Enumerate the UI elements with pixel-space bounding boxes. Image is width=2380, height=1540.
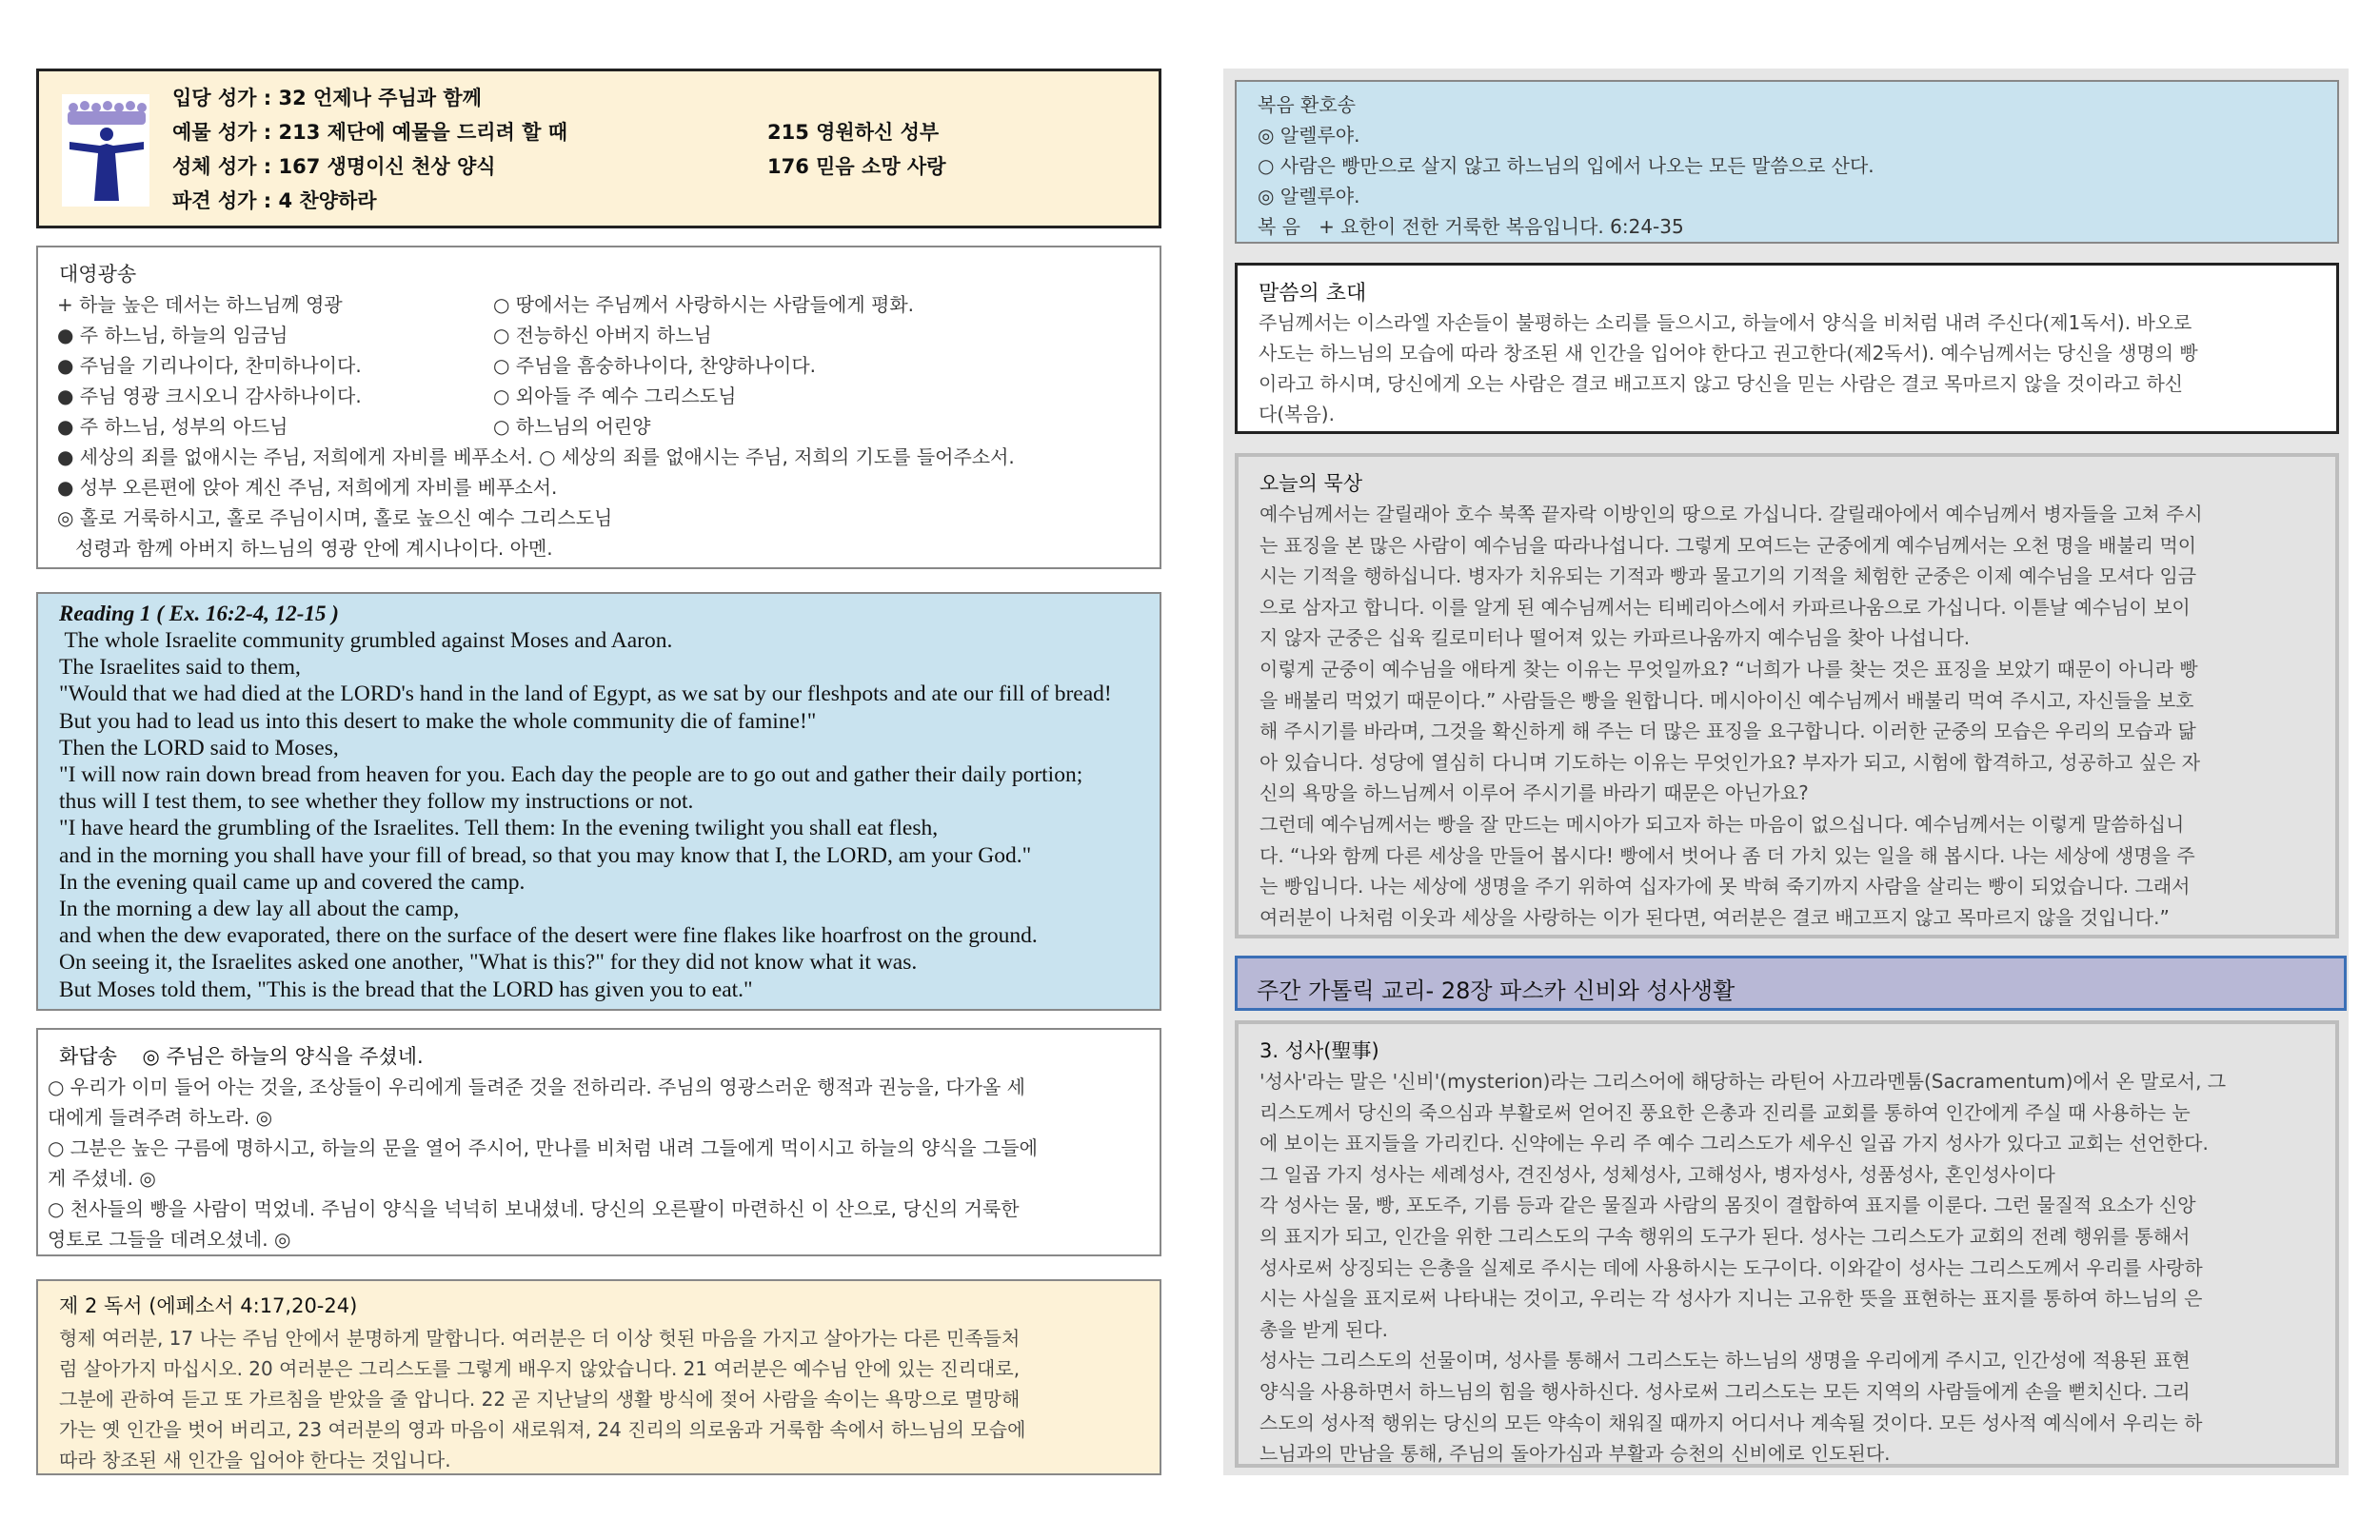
meditation-line: 이렇게 군중이 예수님을 애타게 찾는 이유는 무엇일까요? “너희가 나를 찾는 것은 표징을 보았기 때문이 아니라 빵 xyxy=(1259,658,2198,681)
meditation-line: 으로 삼자고 합니다. 이를 알게 된 예수님께서는 티베리아스에서 카파르나움으로 가십니다. 이튿날 예수님이 보이 xyxy=(1259,595,2191,619)
acclamation-line: ◎ 알렐루야. xyxy=(1258,185,1360,207)
gloria-line: ◎ 홀로 거룩하시고, 홀로 주님이시며, 홀로 높으신 예수 그리스도님 xyxy=(57,506,613,529)
reading-line: But you had to lead us into this desert to make the whole community die of famine!" xyxy=(59,708,817,734)
reading-line: The whole Israelite community grumbled against Moses and Aaron. xyxy=(59,628,673,653)
gloria-box xyxy=(36,246,1161,569)
gloria-line: ● 성부 오른편에 앉아 계신 주님, 저희에게 자비를 베푸소서. xyxy=(57,476,558,499)
entrance-hymn: 입당 성가 : 32 언제나 주님과 함께 xyxy=(172,87,482,109)
gloria-line: ● 주 하느님, 하늘의 임금님 xyxy=(57,324,288,346)
meditation-title: 오늘의 묵상 xyxy=(1259,472,1363,495)
sacrament-line: 총을 받게 된다. xyxy=(1259,1317,1388,1341)
choir-priest-icon xyxy=(62,94,149,207)
meditation-line: 여러분이 나처럼 이웃과 세상을 사랑하는 이가 된다면, 여러분은 결코 배고프지 않고 목마르지 않을 것입니다.” xyxy=(1259,905,2170,929)
psalm-line: ○ 우리가 이미 들어 아는 것을, 조상들이 우리에게 들려준 것을 전하리라. 주님의 영광스러운 행적과 권능을, 다가올 세 xyxy=(48,1076,1025,1098)
sacrament-line: 시는 사실을 표지로써 나타내는 것이고, 우리는 각 성사가 지니는 고유한 뜻을 표현하는 표지를 통하여 하느님의 은 xyxy=(1259,1287,2203,1311)
invitation-line: 다(복음). xyxy=(1259,403,1335,425)
gloria-line: + 하늘 높은 데서는 하느님께 영광 xyxy=(57,293,343,316)
reading-line: 럼 살아가지 마십시오. 20 여러분은 그리스도를 그렇게 배우지 않았습니다. 21 여러분은 예수님 안에 있는 진리대로, xyxy=(59,1357,1021,1380)
word-invitation-box xyxy=(1235,263,2339,434)
meditation-line: 아 있습니다. 성당에 열심히 다니며 기도하는 이유는 무엇인가요? 부자가 되고, 시험에 합격하고, 성공하고 싶은 자 xyxy=(1259,750,2201,774)
offertory-hymn-alt: 215 영원하신 성부 xyxy=(767,121,940,144)
gloria-line: ● 세상의 죄를 없애시는 주님, 저희에게 자비를 베푸소서. ○ 세상의 죄를 없애시는 주님, 저희의 기도를 들어주소서. xyxy=(57,445,1015,468)
reading-line: On seeing it, the Israelites asked one another, "What is this?" for they did not know what it was. xyxy=(59,950,918,976)
catechism-header xyxy=(1235,956,2347,1011)
meditation-line: 신의 욕망을 하느님께서 이루어 주시기를 바라기 때문은 아닌가요? xyxy=(1259,781,1809,805)
gloria-line: ● 주님을 기리나이다, 찬미하나이다. xyxy=(57,354,362,377)
reading-line: Then the LORD said to Moses, xyxy=(59,735,339,760)
psalm-line: 영토로 그들을 데려오셨네. ◎ xyxy=(48,1228,291,1251)
sacrament-line: 성사로써 상징되는 은총을 실제로 주시는 데에 사용하시는 도구이다. 이와같이 성사는 그리스도께서 우리를 사랑하 xyxy=(1259,1255,2203,1279)
acclamation-line: ○ 사람은 빵만으로 살지 않고 하느님의 입에서 나오는 모든 말씀으로 산다. xyxy=(1258,154,1874,177)
acclamation-line: 복 음 + 요한이 전한 거룩한 복음입니다. 6:24-35 xyxy=(1258,215,1684,238)
sacrament-line: 리스도께서 당신의 죽으심과 부활로써 얻어진 풍요한 은총과 진리를 교회를 통하여 인간에게 주실 때 사용하는 눈 xyxy=(1259,1100,2191,1124)
second-reading-title: 제 2 독서 (에페소서 4:17,20-24) xyxy=(59,1294,358,1317)
catechism-title: 주간 가톨릭 교리- 28장 파스카 신비와 성사생활 xyxy=(1257,977,1735,1004)
sacrament-line: 스도의 성사적 행위는 당신의 모든 약속이 채워질 때까지 어디서나 계속될 것이다. 모든 성사적 예식에서 우리는 하 xyxy=(1259,1411,2203,1434)
gloria-line: 성령과 함께 아버지 하느님의 영광 안에 계시나이다. 아멘. xyxy=(57,537,553,560)
first-reading-box xyxy=(36,592,1161,1011)
recessional-hymn: 파견 성가 : 4 찬양하라 xyxy=(172,189,377,212)
meditation-line: 다. “나와 함께 다른 세상을 만들어 봅시다! 빵에서 벗어나 좀 더 가치 있는 일을 해 봅시다. 나는 세상에 생명을 주 xyxy=(1259,843,2195,867)
reading-line: In the morning a dew lay all about the camp, xyxy=(59,897,460,921)
sacrament-box xyxy=(1235,1020,2339,1468)
reading-line: "I have heard the grumbling of the Israelites. Tell them: In the evening twilight you shall eat flesh, xyxy=(59,816,939,841)
gloria-line: ○ 외아들 주 예수 그리스도님 xyxy=(493,385,737,407)
reading-line: "Would that we had died at the LORD's hand in the land of Egypt, as we sat by our fleshpots and ate our fill of bread! xyxy=(59,681,1112,707)
sacrament-line: '성사'라는 말은 '신비'(mysterion)라는 그리스어에 해당하는 라틴어 사끄라멘툼(Sacramentum)에서 온 말로서, 그 xyxy=(1259,1070,2227,1093)
sacrament-line: 성사는 그리스도의 선물이며, 성사를 통해서 그리스도는 하느님의 생명을 우리에게 주시고, 인간성에 적용된 표현 xyxy=(1259,1349,2191,1372)
gloria-line: ○ 전능하신 아버지 하느님 xyxy=(493,324,712,346)
psalm-line: ○ 그분은 높은 구름에 명하시고, 하늘의 문을 열어 주시어, 만나를 비처럼 내려 그들에게 먹이시고 하늘의 양식을 그들에 xyxy=(48,1136,1038,1159)
sacrament-line: 느님과의 만남을 통해, 주님의 돌아가심과 부활과 승천의 신비에로 인도된다. xyxy=(1259,1442,1891,1466)
gloria-line: ○ 땅에서는 주님께서 사랑하시는 사람들에게 평화. xyxy=(493,293,914,316)
sacrament-line: 각 성사는 물, 빵, 포도주, 기름 등과 같은 물질과 사람의 몸짓이 결합하여 표지를 이룬다. 그런 물질적 요소가 신앙 xyxy=(1259,1194,2196,1217)
reading-line: 따라 창조된 새 인간을 입어야 한다는 것입니다. xyxy=(59,1449,451,1471)
reading-line: thus will I test them, to see whether they follow my instructions or not. xyxy=(59,789,694,815)
sacrament-line: 의 표지가 되고, 인간을 위한 그리스도의 구속 행위의 도구가 된다. 성사는 그리스도가 교회의 전례 행위를 통해서 xyxy=(1259,1225,2191,1248)
first-reading-title: Reading 1 ( Ex. 16:2-4, 12-15 ) xyxy=(59,602,339,625)
psalm-title: 화답송 ◎ 주님은 하늘의 양식을 주셨네. xyxy=(59,1045,424,1068)
gloria-line: ● 주님 영광 크시오니 감사하나이다. xyxy=(57,385,362,407)
reading-line: But Moses told them, "This is the bread that the LORD has given you to eat." xyxy=(59,977,753,1002)
reading-line: "I will now rain down bread from heaven for you. Each day the people are to go out and gather their daily portion; xyxy=(59,762,1083,787)
reading-line: 그분에 관하여 듣고 또 가르침을 받았을 줄 압니다. 22 곧 지난날의 생활 방식에 젖어 사람을 속이는 욕망으로 멸망해 xyxy=(59,1388,1021,1411)
acclamation-line: ◎ 알렐루야. xyxy=(1258,124,1360,147)
psalm-line: ○ 천사들의 빵을 사람이 먹었네. 주님이 양식을 넉넉히 보내셨네. 당신의 오른팔이 마련하신 이 산으로, 당신의 거룩한 xyxy=(48,1197,1020,1220)
invitation-line: 주님께서는 이스라엘 자손들이 불평하는 소리를 들으시고, 하늘에서 양식을 비처럼 내려 주신다(제1독서). 바오로 xyxy=(1259,311,2192,334)
invitation-title: 말씀의 초대 xyxy=(1259,282,1367,306)
gloria-line: ● 주 하느님, 성부의 아드님 xyxy=(57,415,288,438)
reading-line: The Israelites said to them, xyxy=(59,655,301,681)
sacrament-line: 에 보이는 표지들을 가리킨다. 신약에는 우리 주 예수 그리스도가 세우신 일곱 가지 성사가 있다고 교회는 선언한다. xyxy=(1259,1132,2209,1155)
meditation-line: 지 않자 군중은 십육 킬로미터나 떨어져 있는 카파르나움까지 예수님을 찾아 나섭니다. xyxy=(1259,626,1971,650)
sacrament-line: 양식을 사용하면서 하느님의 힘을 행사하신다. 성사로써 그리스도는 모든 지역의 사람들에게 손을 뻗치신다. 그리 xyxy=(1259,1380,2191,1403)
psalm-line: 게 주셨네. ◎ xyxy=(48,1167,156,1190)
acclamation-line: 복음 환호송 xyxy=(1258,93,1356,116)
meditation-line: 는 빵입니다. 나는 세상에 생명을 주기 위하여 십자가에 못 박혀 죽기까지 사람을 살리는 빵이 되었습니다. 그래서 xyxy=(1259,875,2191,898)
meditation-box xyxy=(1235,453,2339,938)
reading-line: In the evening quail came up and covered the camp. xyxy=(59,869,526,895)
offertory-hymn: 예물 성가 : 213 제단에 예물을 드리려 할 때 xyxy=(172,121,568,144)
reading-line: and in the morning you shall have your fill of bread, so that you may know that I, the LORD, am your God." xyxy=(59,842,1032,868)
sacrament-title: 3. 성사(聖事) xyxy=(1259,1039,1379,1062)
meditation-line: 해 주시기를 바라며, 그것을 확신하게 해 주는 더 많은 표징을 요구합니다. 이러한 군중의 모습은 우리의 모습과 닮 xyxy=(1259,720,2196,743)
psalm-box xyxy=(36,1028,1161,1256)
reading-line: and when the dew evaporated, there on the surface of the desert were fine flakes like hoarfrost on the ground. xyxy=(59,923,1038,949)
invitation-line: 사도는 하느님의 모습에 따라 창조된 새 인간을 입어야 한다고 권고한다(제2독서). 예수님께서는 당신을 생명의 빵 xyxy=(1259,342,2198,365)
psalm-line: 대에게 들려주려 하노라. ◎ xyxy=(48,1106,273,1129)
gospel-acclamation-box xyxy=(1235,80,2339,244)
meditation-line: 예수님께서는 갈릴래아 호수 북쪽 끝자락 이방인의 땅으로 가십니다. 갈릴래아에서 예수님께서 병자들을 고쳐 주시 xyxy=(1259,503,2203,525)
communion-hymn-alt: 176 믿음 소망 사랑 xyxy=(767,155,946,178)
meditation-line: 을 배불리 먹었기 때문이다.” 사람들은 빵을 원합니다. 메시아이신 예수님께서 배불리 먹여 주시고, 자신들을 보호 xyxy=(1259,688,2194,712)
meditation-line: 그런데 예수님께서는 빵을 잘 만드는 메시아가 되고자 하는 마음이 없으십니다. 예수님께서는 이렇게 말씀하십니 xyxy=(1259,813,2185,836)
sacrament-line: 그 일곱 가지 성사는 세례성사, 견진성사, 성체성사, 고해성사, 병자성사, 성품성사, 혼인성사이다 xyxy=(1259,1162,2055,1186)
meditation-line: 는 표징을 본 많은 사람이 예수님을 따라나섭니다. 그렇게 모여드는 군중에게 예수님께서는 오천 명을 배불리 먹이 xyxy=(1259,533,2197,557)
gloria-line: ○ 하느님의 어린양 xyxy=(493,415,651,438)
second-reading-box xyxy=(36,1279,1161,1475)
hymns-box xyxy=(36,69,1161,228)
communion-hymn: 성체 성가 : 167 생명이신 천상 양식 xyxy=(172,155,496,178)
meditation-line: 시는 기적을 행하십니다. 병자가 치유되는 기적과 빵과 물고기의 기적을 체험한 군중은 이제 예수님을 모셔다 임금 xyxy=(1259,564,2197,588)
gloria-title: 대영광송 xyxy=(59,263,137,286)
reading-line: 형제 여러분, 17 나는 주님 안에서 분명하게 말합니다. 여러분은 더 이상 헛된 마음을 가지고 살아가는 다른 민족들처 xyxy=(59,1327,1021,1350)
reading-line: 가는 옛 인간을 벗어 버리고, 23 여러분의 영과 마음이 새로워져, 24 진리의 의로움과 거룩함 속에서 하느님의 모습에 xyxy=(59,1418,1026,1441)
gloria-line: ○ 주님을 흠숭하나이다, 찬양하나이다. xyxy=(493,354,817,377)
invitation-line: 이라고 하시며, 당신에게 오는 사람은 결코 배고프지 않고 당신을 믿는 사람은 결코 목마르지 않을 것이라고 하신 xyxy=(1259,372,2184,395)
